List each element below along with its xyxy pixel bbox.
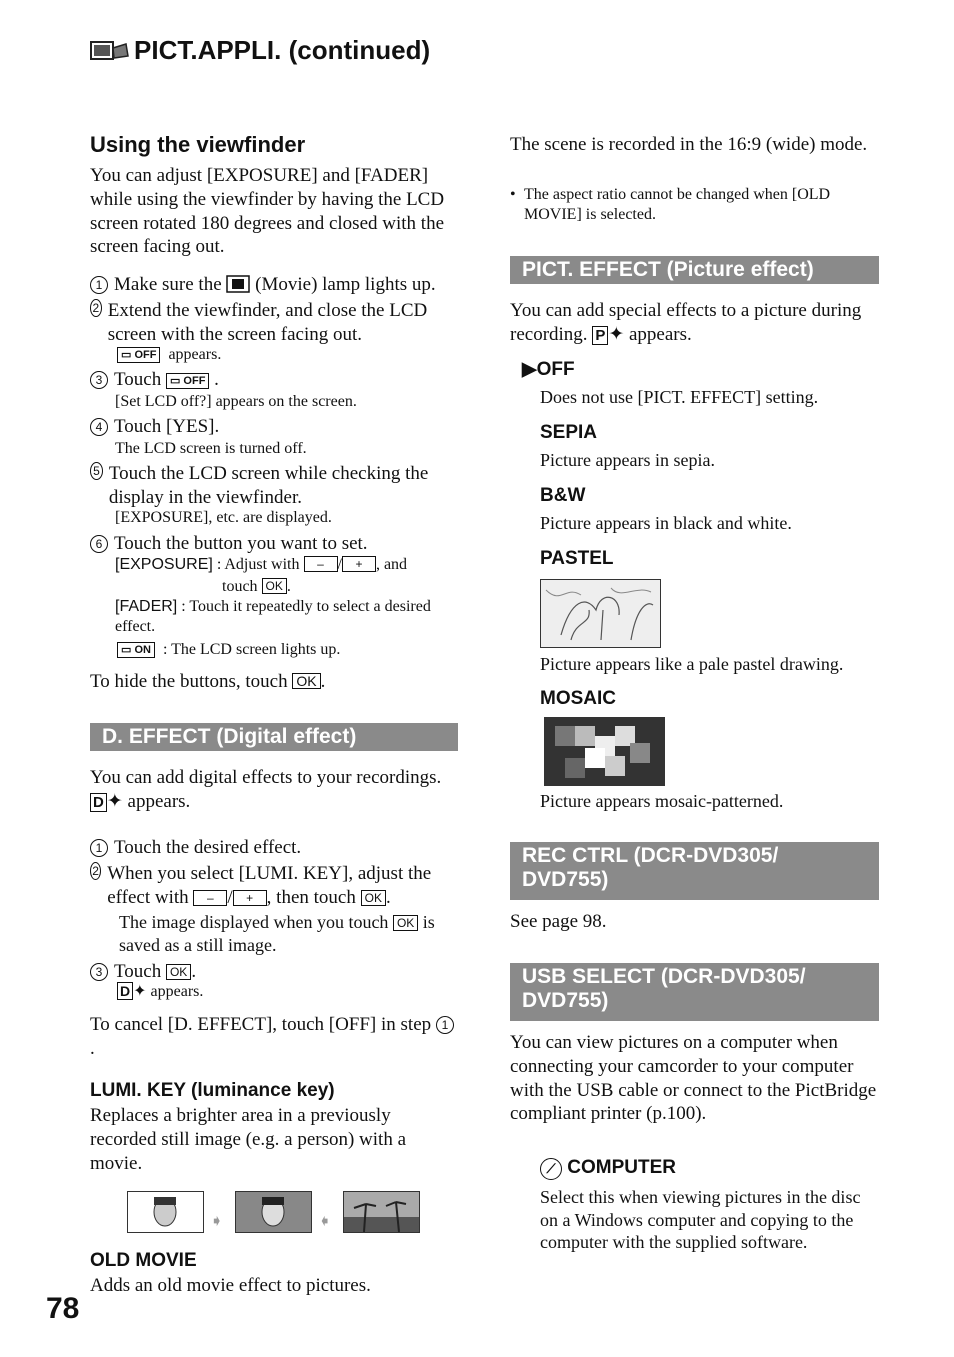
pict-pastel-desc: Picture appears like a pale pastel drawing. bbox=[540, 654, 844, 674]
deffect-section-bar: D. EFFECT (Digital effect) bbox=[90, 723, 458, 751]
lcd-on-line: ▭ ON : The LCD screen lights up. bbox=[117, 640, 340, 660]
step-5-note: [EXPOSURE], etc. are displayed. bbox=[115, 509, 332, 526]
pict-off-label: ▶OFF bbox=[522, 359, 575, 380]
deffect-cancel: To cancel [D. EFFECT], touch [OFF] in step 1. bbox=[90, 1013, 460, 1061]
old-movie-heading: OLD MOVIE bbox=[90, 1250, 197, 1271]
computer-text: Select this when viewing pictures in the disc on a Windows computer and copying to the computer with the supplied software. bbox=[540, 1187, 861, 1252]
old-movie-text: Adds an old movie effect to pictures. bbox=[90, 1275, 371, 1296]
minus-button[interactable]: – bbox=[193, 890, 227, 906]
page-header-title: PICT.APPLI. (continued) bbox=[134, 35, 431, 65]
pict-effect-section-bar: PICT. EFFECT (Picture effect) bbox=[510, 256, 879, 284]
digital-effect-icon: D bbox=[90, 793, 107, 812]
ok-button[interactable]: OK bbox=[361, 890, 386, 906]
step-2: 2 Extend the viewfinder, and close the LCD screen with the screen facing out. bbox=[90, 299, 460, 347]
lcd-off-button[interactable]: ▭ OFF bbox=[166, 373, 209, 389]
lumi-combined-image bbox=[235, 1191, 312, 1233]
rec-ctrl-text: See page 98. bbox=[510, 911, 607, 932]
pict-mosaic-desc: Picture appears mosaic-patterned. bbox=[540, 791, 784, 811]
scene-bullet: • The aspect ratio cannot be changed when [OLD MOVIE] is selected. bbox=[510, 186, 831, 223]
viewfinder-heading: Using the viewfinder bbox=[90, 132, 306, 157]
usb-select-section-bar: USB SELECT (DCR-DVD305/ DVD755) bbox=[510, 963, 879, 1021]
step-4-note: The LCD screen is turned off. bbox=[115, 440, 307, 457]
face-over-scene-image bbox=[236, 1192, 311, 1232]
header-icon bbox=[90, 38, 130, 71]
rec-ctrl-section-bar: REC CTRL (DCR-DVD305/ DVD755) bbox=[510, 842, 879, 900]
ok-button[interactable]: OK bbox=[166, 964, 191, 980]
pict-bw-label: B&W bbox=[540, 485, 586, 506]
usb-connect-icon: ⟋ bbox=[540, 1158, 562, 1180]
default-marker-icon: ▶ bbox=[522, 359, 537, 380]
picture-effect-icon: P bbox=[592, 326, 608, 345]
deffect-intro: You can add digital effects to your recordings. D ✦ appears. bbox=[90, 767, 442, 812]
step-1: 1 Make sure the (Movie) lamp lights up. bbox=[90, 273, 460, 297]
deffect-step-2: 2 When you select [LUMI. KEY], adjust the effect with – / + , then touch OK . bbox=[90, 862, 460, 910]
lcd-off-button-icon: ▭ OFF bbox=[117, 347, 160, 363]
movie-lamp-icon bbox=[226, 275, 250, 293]
scene-text: The scene is recorded in the 16:9 (wide) mode. bbox=[510, 134, 868, 155]
step-6: 6 Touch the button you want to set. bbox=[90, 532, 368, 556]
lumi-key-text: Replaces a brighter area in a previously recorded still image (e.g. a person) with a movie. bbox=[90, 1105, 407, 1174]
ok-button[interactable]: OK bbox=[292, 673, 320, 689]
minus-button[interactable]: – bbox=[304, 556, 338, 572]
camera-film-icon bbox=[90, 38, 130, 64]
lumi-scene-image bbox=[343, 1191, 420, 1233]
pict-bw-desc: Picture appears in black and white. bbox=[540, 513, 792, 533]
palm-scene-image bbox=[344, 1192, 419, 1232]
computer-label: ⟋ COMPUTER bbox=[540, 1156, 676, 1180]
plus-button[interactable]: + bbox=[342, 556, 376, 572]
step-4: 4 Touch [YES]. bbox=[90, 415, 219, 439]
usb-select-text: You can view pictures on a computer when connecting your camcorder to your computer with the USB cable or connect to the PictBridge compliant printer (p.100). bbox=[510, 1032, 877, 1125]
page-number: 78 bbox=[46, 1292, 80, 1325]
digital-effect-icon: D bbox=[117, 982, 133, 1000]
ok-button[interactable]: OK bbox=[262, 578, 287, 594]
viewfinder-intro: You can adjust [EXPOSURE] and [FADER] while using the viewfinder by having the LCD screen rotated 180 degrees and closed with the screen facing out. bbox=[90, 165, 445, 258]
fader-line: [FADER] : Touch it repeatedly to select a desired effect. bbox=[115, 598, 431, 635]
pict-off-desc: Does not use [PICT. EFFECT] setting. bbox=[540, 387, 819, 407]
step-2-note: ▭ OFF appears. bbox=[117, 345, 221, 365]
lcd-on-button[interactable]: ▭ ON bbox=[117, 642, 155, 658]
step-5: 5 Touch the LCD screen while checking the display in the viewfinder. bbox=[90, 462, 460, 510]
plus-button[interactable]: + bbox=[233, 890, 267, 906]
exposure-line: [EXPOSURE] : Adjust with – / + , and bbox=[115, 556, 408, 573]
arrow-right-icon: ➧ bbox=[210, 1213, 224, 1230]
deffect-step-3: 3 Touch OK . bbox=[90, 960, 196, 984]
deffect-step-1: 1 Touch the desired effect. bbox=[90, 836, 301, 860]
step-3-note: [Set LCD off?] appears on the screen. bbox=[115, 393, 357, 410]
lumi-key-heading: LUMI. KEY (luminance key) bbox=[90, 1080, 335, 1101]
pict-sepia-desc: Picture appears in sepia. bbox=[540, 450, 715, 470]
exposure-line-2: touch OK . bbox=[222, 578, 291, 595]
pastel-sample-image bbox=[540, 579, 661, 648]
deffect-step-2-note: The image displayed when you touch OK is saved as a still image. bbox=[119, 912, 435, 955]
lumi-still-image bbox=[127, 1191, 204, 1233]
hide-buttons-text: To hide the buttons, touch OK . bbox=[90, 671, 326, 692]
pict-mosaic-label: MOSAIC bbox=[540, 688, 616, 709]
mosaic-sample-image bbox=[544, 717, 665, 786]
pict-sepia-label: SEPIA bbox=[540, 422, 598, 443]
deffect-step-3-note: D ✦ appears. bbox=[117, 982, 203, 1002]
ok-button[interactable]: OK bbox=[393, 915, 418, 931]
pict-pastel-label: PASTEL bbox=[540, 548, 614, 569]
mosaic-pattern-image bbox=[545, 718, 664, 785]
pict-effect-intro: You can add special effects to a picture during recording. P ✦ appears. bbox=[510, 300, 862, 345]
pastel-flowers-image bbox=[541, 580, 660, 647]
step-3: 3 Touch ▭ OFF . bbox=[90, 368, 219, 392]
arrow-left-icon: ➧ bbox=[318, 1213, 332, 1230]
face-still-image bbox=[128, 1192, 203, 1232]
